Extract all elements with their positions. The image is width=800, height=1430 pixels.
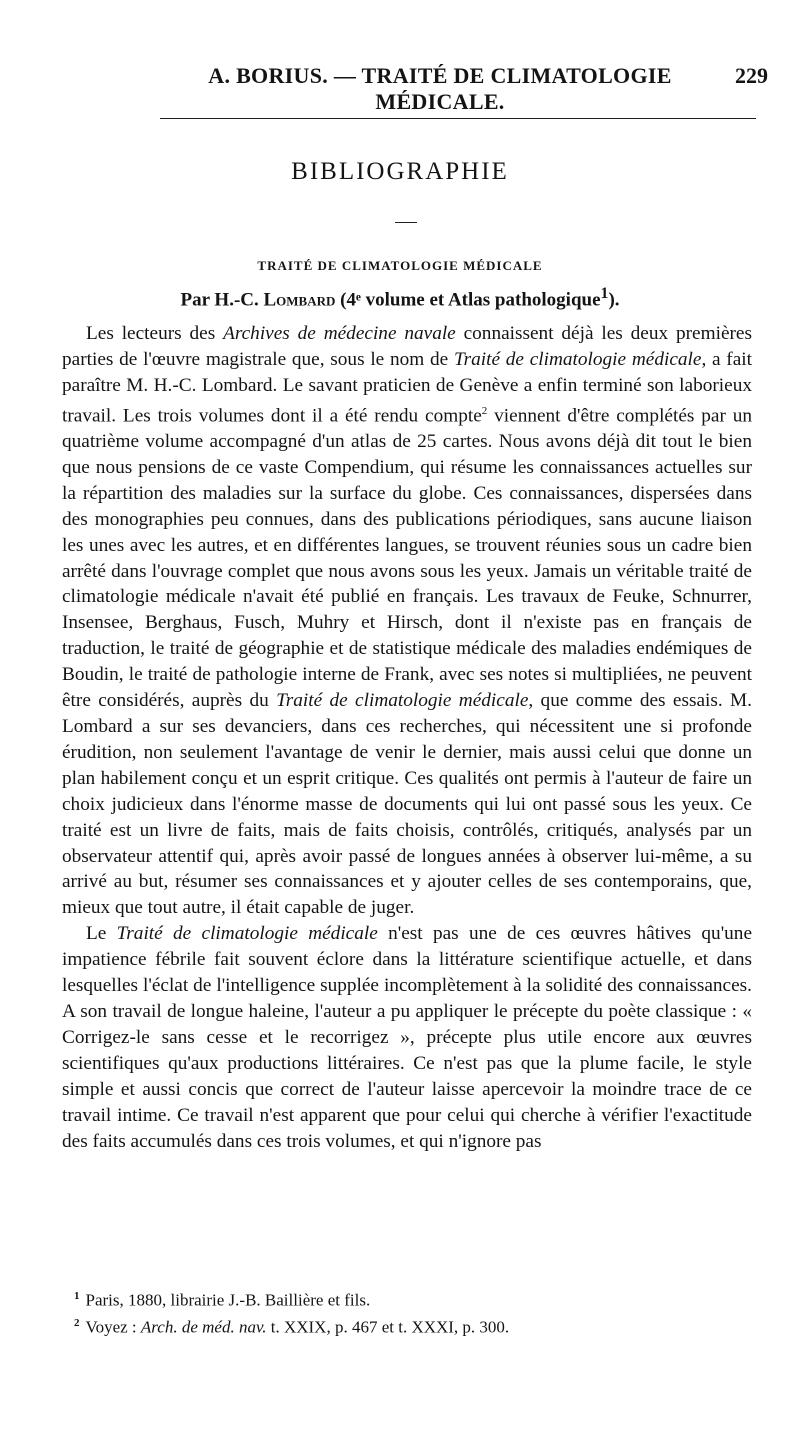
byline <box>0 285 800 311</box>
footnote-mark: 2 <box>74 1316 80 1329</box>
author-name: Lombard <box>263 289 336 311</box>
text-run: , a fait paraître M. H.-C. Lombard. Le savant praticien de Genève a enfin terminé son laborieux travail. Les trois volumes dont il a été rendu compte <box>62 348 752 427</box>
footnote-source: Arch. de méd. nav. <box>140 1317 267 1337</box>
footnote-text: Paris, 1880, librairie J.-B. Baillière et fils. <box>85 1290 371 1310</box>
text-run: , que comme des essais. M. Lombard a sur ses devanciers, dans ces recherches, qui nécessitent une si profonde érudition, non seulement l'avantage de venir le dernier, mais aussi celui que donne un plan habilement conçu et un esprit critique. Ces qualités ont permis à l'auteur de faire un choix judicieux dans l'énorme masse de documents qui lui ont passé sous les yeux. Ce traité est un livre de faits, mais de faits choisis, contrôlés, critiqués, analysés par un observateur attentif qui, après avoir passé de longues années à observer lui-même, a su arrivé au but, résumer ses connaissances et y ajouter celles de ses contemporains, que, mieux que tout autre, il était capable de juger. <box>62 690 753 919</box>
footnote-ref-2: 2 <box>481 404 488 417</box>
article-body <box>62 321 752 1154</box>
byline-suffix: (4ᵉ volume et Atlas pathologique <box>335 289 601 311</box>
footnote-1 <box>74 1285 754 1312</box>
work-title: Traité de climatologie médicale <box>453 348 702 370</box>
footnotes <box>74 1285 754 1338</box>
text-run: connaissent déjà les deux premières parties de l'œuvre magistrale que, sous le nom de <box>62 323 752 370</box>
footnote-ref-1: 1 <box>600 285 609 302</box>
section-title: BIBLIOGRAPHIE <box>291 158 509 185</box>
byline-prefix: Par H.-C. <box>180 289 264 311</box>
title-divider <box>395 222 417 223</box>
paragraph-2 <box>62 921 752 1154</box>
text-run: Le <box>86 923 117 945</box>
page-header <box>60 63 768 114</box>
text-run: viennent d'être complétés par un quatrième volume accompagné d'un atlas de 25 cartes. Nous avons déjà dit tout le bien que nous pensions de ce vaste Compendium, qui résume les connaissances actuelles sur la répartition des maladies sur la surface du globe. Ces connaissances, dispersées dans des monographies peu connues, dans des publications périodiques, sans aucune liaison les unes avec les autres, et en différentes langues, se trouvent réunies sous un cadre bien arrêté dans l'ouvrage complet que nous avons sous les yeux. Jamais un véritable traité de climatologie médicale n'avait été publié en français. Les travaux de Feuke, Schnurrer, Insensee, Berghaus, Fusch, Muhry et Hirsch, dont il n'existe pas en français de traduction, le traité de géographie et de statistique médicale des maladies endémiques de Boudin, le traité de pathologie interne de Frank, avec ses notes si multipliées, ne peuvent être considérés, auprès du <box>62 405 752 712</box>
running-head: A. BORIUS. — TRAITÉ DE CLIMATOLOGIE MÉDICALE. <box>208 63 672 114</box>
footnote-2 <box>74 1312 754 1339</box>
work-title: Traité de climatologie médicale <box>276 690 529 712</box>
footnote-mark: 1 <box>74 1290 80 1302</box>
text-run: n'est pas une de ces œuvres hâtives qu'une impatience fébrile fait souvent éclore dans la littérature scientifique actuelle, et dans lesquelles l'éclat de l'intelligence supplée incomplètement à la solidité des connaissances. A son travail de longue haleine, l'auteur a pu appliquer le précepte du poète classique : « Corrigez-le sans cesse et le recorrigez », précepte plus utile encore aux œuvres scientifiques qu'aux productions littéraires. Ce n'est pas que la plume facile, le style simple et aussi concis que correct de l'auteur laisse apercevoir la moindre trace de ce travail intime. Ce travail n'est apparent que pour celui qui cherche à vérifier l'exactitude des faits accumulés dans ces trois volumes, et qui n'ignore pas <box>62 923 753 1152</box>
work-title: Traité de climatologie médicale <box>116 923 378 945</box>
paragraph-1 <box>62 321 752 921</box>
text-run: Les lecteurs des <box>86 323 224 344</box>
book-title: TRAITÉ DE CLIMATOLOGIE MÉDICALE <box>257 258 543 273</box>
header-rule <box>160 118 756 119</box>
journal-title: Archives de médecine navale <box>223 323 456 344</box>
byline-end: ). <box>608 289 620 311</box>
footnote-text: Voyez : <box>85 1317 141 1337</box>
footnote-text: t. XXIX, p. 467 et t. XXXI, p. 300. <box>266 1317 510 1337</box>
page-number: 229 <box>735 63 768 88</box>
